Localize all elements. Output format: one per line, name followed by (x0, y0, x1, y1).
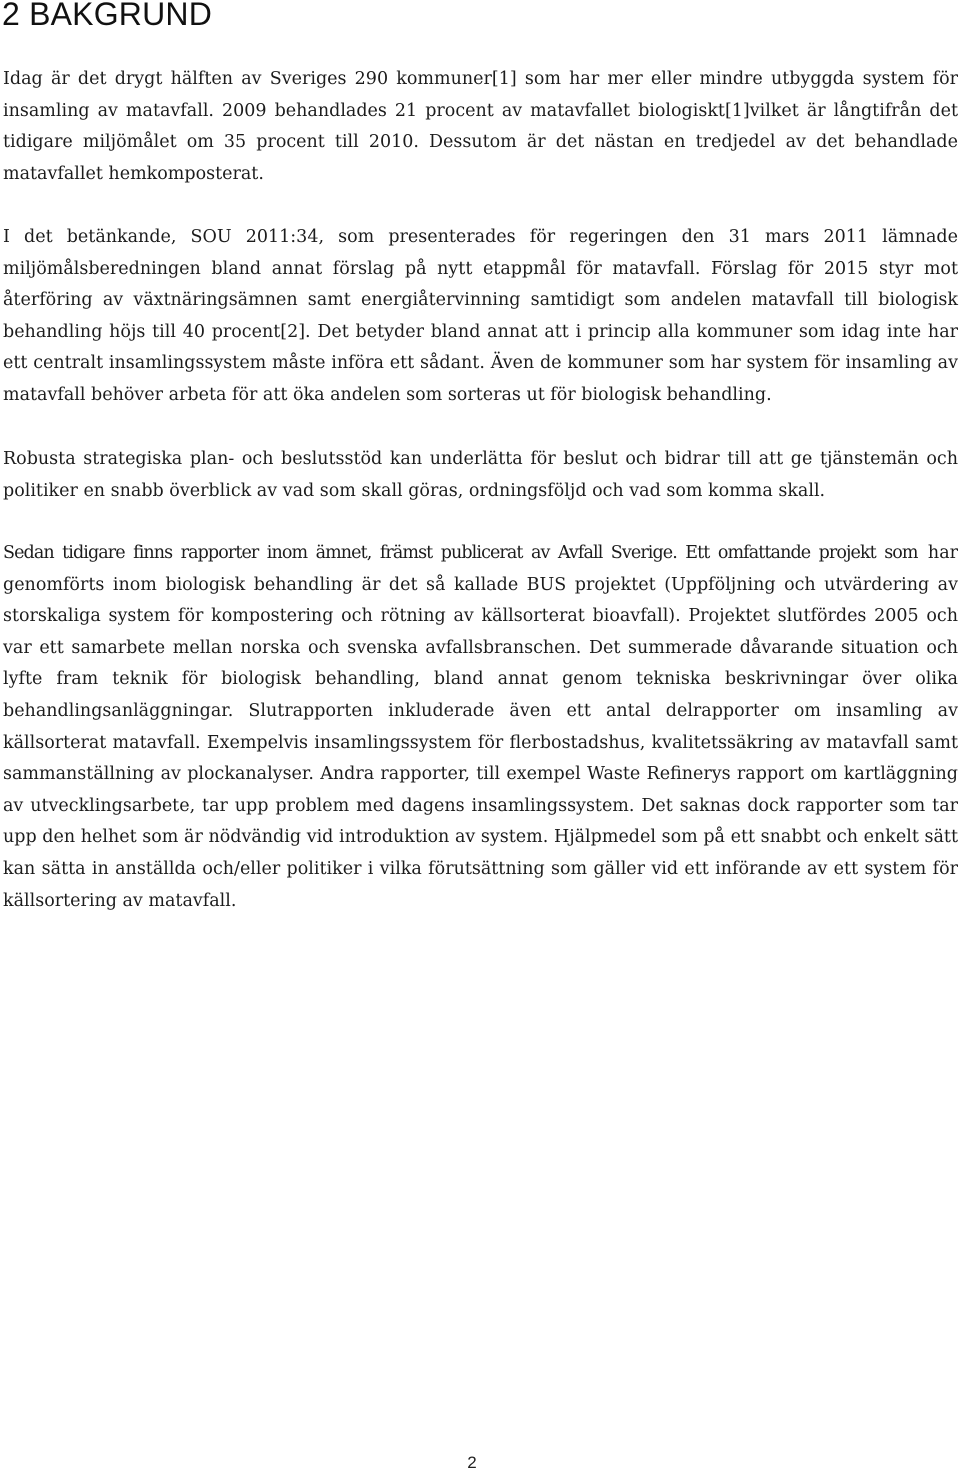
paragraph-2: I det betänkande, SOU 2011:34, som presenterades för regeringen den 31 mars 2011 lämnade miljömålsberedningen bland annat förslag på nytt etappmål för matavfall. Förslag för 2015 styr mot återföring av växtnäringsämnen samt energiåtervinning samtidigt som andelen matavfall till biologisk behandling höjs till 40 procent[2]. Det betyder bland annat att i princip alla kommuner som idag inte har ett centralt insamlingssystem måste införa ett sådant. Även de kommuner som har system för insamling av matavfall behöver arbeta för att öka andelen som sorteras ut för biologisk behandling. (3, 227, 958, 405)
page-number-value: 2 (467, 1453, 477, 1472)
paragraph-4-lead: Sedan tidigare finns rapporter inom ämnet, främst publicerat av Avfall Sverige. Ett omfattande projekt som (3, 543, 918, 563)
section-heading: 2 BAKGRUND (2, 0, 213, 32)
page-number (0, 1453, 940, 1473)
paragraph-3: Robusta strategiska plan- och beslutsstöd kan underlätta för beslut och bidrar till att ge tjänstemän och politiker en snabb överblick av vad som skall göras, ordningsföljd och vad som komma skall. (3, 449, 958, 501)
paragraph-4-rest: har genomförts inom biologisk behandling är det så kallade BUS projektet (Uppföljning och utvärdering av storskaliga system för kompostering och rötning av källsorterat bioavfall). Projektet slutfördes 2005 och var ett samarbete mellan norska och svenska avfallsbranschen. Det summerade dåvarande situation och lyfte fram teknik för biologisk behandling, bland annat genom tekniska beskrivningar över olika behandlingsanläggningar. Slutrapporten inkluderade även ett antal delrapporter om insamling av källsorterat matavfall. Exempelvis insamlingssystem för flerbostadshus, kvalitetssäkring av matavfall samt sammanställning av plockanalyser. Andra rapporter, till exempel Waste Refinerys rapport om kartläggning av utvecklingsarbete, tar upp problem med dagens insamlingssystem. Det saknas dock rapporter som tar upp den helhet som är nödvändig vid introduktion av system. Hjälpmedel som på ett snabbt och enkelt sätt kan sätta in anställda och/eller politiker i vilka förutsättning som gäller vid ett införande av ett system för källsortering av matavfall. (3, 543, 958, 911)
paragraph-1: Idag är det drygt hälften av Sveriges 290 kommuner[1] som har mer eller mindre utbyggda system för insamling av matavfall. 2009 behandlades 21 procent av matavfallet biologiskt[1]vilket är långtifrån det tidigare miljömålet om 35 procent till 2010. Dessutom är det nästan en tredjedel av det behandlade matavfallet hemkomposterat. (3, 69, 958, 184)
paragraph-4 (3, 538, 958, 917)
